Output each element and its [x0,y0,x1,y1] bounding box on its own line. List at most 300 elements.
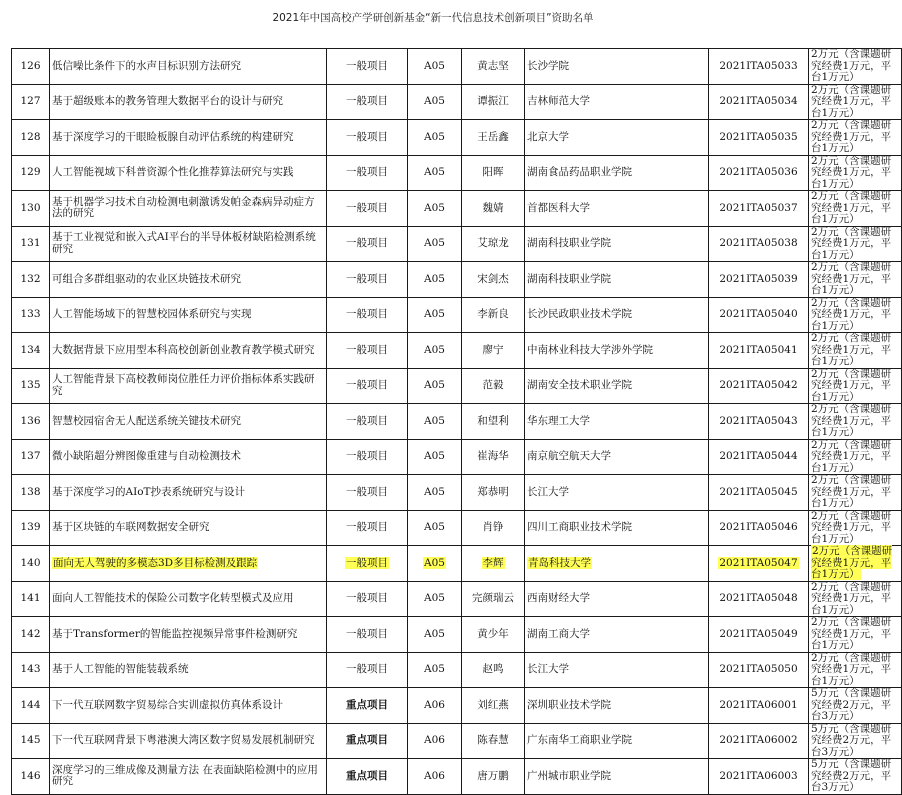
institution: 长江大学 [527,485,569,498]
project-number: 2021ITA05048 [719,592,798,604]
funding-amount-cell [809,262,902,298]
project-type-cell [327,617,408,653]
principal-investigator-cell [462,759,525,795]
row-index-cell [12,84,50,120]
institution: 青岛科技大学 [528,556,591,569]
project-title-cell [50,546,327,582]
funding-amount: 2万元（含课题研究经费1万元，平台1万元） [811,48,892,83]
project-type: 一般项目 [346,414,388,427]
funding-amount-cell [809,546,902,582]
project-title: 基于Transformer的智能监控视频异常事件检测研究 [52,627,298,640]
project-type: 一般项目 [346,592,388,604]
grant-list-table [11,48,902,795]
project-type: 一般项目 [346,556,388,569]
project-type-cell [327,581,408,617]
project-number: 2021ITA05041 [719,343,798,356]
project-type-cell [327,368,408,404]
row-index: 142 [20,627,41,640]
principal-investigator: 廖宁 [482,343,504,356]
project-type-cell [327,688,408,724]
project-number: 2021ITA05036 [719,166,798,178]
institution-cell [525,723,709,759]
project-number: 2021ITA05039 [719,272,798,285]
principal-investigator-cell [462,475,525,511]
institution: 华东理工大学 [527,414,590,427]
project-title-cell [50,404,327,440]
row-index-cell [12,581,50,617]
project-number-cell [709,155,809,191]
project-number-cell [709,475,809,511]
project-number: 2021ITA05035 [719,130,798,143]
row-index-cell [12,617,50,653]
institution-cell [525,581,709,617]
project-title-cell [50,759,327,795]
project-type: 一般项目 [346,166,388,178]
category-code: A06 [424,734,445,746]
principal-investigator-cell [462,652,525,688]
project-type-cell [327,120,408,156]
institution-cell [525,191,709,227]
institution-cell [525,510,709,546]
principal-investigator-cell [462,688,525,724]
category-code-cell [408,84,462,120]
category-code: A05 [424,450,445,462]
funding-amount: 2万元（含课题研究经费1万元，平台1万元） [811,474,892,509]
row-index-cell [12,120,50,156]
principal-investigator: 魏婧 [482,201,504,214]
project-number-cell [709,120,809,156]
row-index: 136 [20,414,41,427]
row-index-cell [12,226,50,262]
principal-investigator: 和望利 [477,414,509,427]
category-code: A05 [424,663,445,675]
project-title: 基于超级账本的教务管理大数据平台的设计与研究 [52,95,283,107]
table-row [12,652,902,688]
project-type-cell [327,333,408,369]
project-type: 一般项目 [346,521,388,533]
institution: 湖南安全技术职业学院 [527,379,632,391]
project-title-cell [50,191,327,227]
project-type: 一般项目 [346,130,388,143]
table-row [12,368,902,404]
row-index: 139 [20,521,41,533]
category-code-cell [408,439,462,475]
table-row [12,759,902,795]
category-code-cell [408,262,462,298]
project-title-cell [50,49,327,85]
project-number-cell [709,297,809,333]
project-title-cell [50,84,327,120]
project-number: 2021ITA05040 [719,308,798,320]
project-title-cell [50,155,327,191]
principal-investigator: 谭振江 [477,95,509,107]
project-type-cell [327,546,408,582]
project-title: 微小缺陷超分辨图像重建与自动检测技术 [52,450,241,462]
institution: 南京航空航天大学 [527,450,611,462]
row-index-cell [12,368,50,404]
institution: 首都医科大学 [527,201,590,214]
category-code-cell [408,297,462,333]
row-index: 128 [20,130,41,143]
principal-investigator: 黄志坚 [477,59,509,72]
category-code: A05 [424,308,445,320]
project-type: 重点项目 [346,769,388,782]
funding-amount: 2万元（含课题研究经费1万元，平台1万元） [811,580,892,616]
category-code: A05 [424,521,445,533]
project-type-cell [327,155,408,191]
project-title: 下一代互联网背景下粤港澳大湾区数字贸易发展机制研究 [52,734,315,746]
project-type-cell [327,262,408,298]
row-index: 138 [20,485,41,498]
category-code: A05 [424,592,445,604]
row-index: 144 [20,698,41,711]
funding-amount: 2万元（含课题研究经费1万元，平台1万元） [811,367,892,403]
funding-amount: 2万元（含课题研究经费1万元，平台1万元） [811,332,892,367]
principal-investigator: 完颜瑞云 [472,592,514,604]
funding-amount: 2万元（含课题研究经费1万元，平台1万元） [811,616,892,651]
category-code-cell [408,155,462,191]
principal-investigator-cell [462,723,525,759]
project-number: 2021ITA05037 [719,201,798,214]
row-index: 137 [20,450,41,462]
project-number: 2021ITA05042 [719,379,798,391]
project-number-cell [709,759,809,795]
institution-cell [525,262,709,298]
principal-investigator: 陈春慧 [477,734,509,746]
row-index-cell [12,333,50,369]
table-row [12,510,902,546]
funding-amount-cell [809,49,902,85]
project-number: 2021ITA05046 [719,521,798,533]
category-code: A05 [424,130,445,143]
category-code: A05 [424,343,445,356]
funding-amount: 2万元（含课题研究经费1万元，平台1万元） [811,225,892,261]
row-index: 131 [20,237,41,249]
row-index-cell [12,439,50,475]
category-code-cell [408,652,462,688]
principal-investigator-cell [462,439,525,475]
project-title-cell [50,262,327,298]
funding-amount: 2万元（含课题研究经费1万元，平台1万元） [811,261,892,296]
category-code: A05 [424,556,445,569]
funding-amount: 5万元（含课题研究经费2万元，平台3万元） [811,687,892,722]
category-code: A06 [424,769,445,782]
funding-amount: 2万元（含课题研究经费1万元，平台1万元） [811,545,893,580]
row-index: 130 [20,201,41,214]
project-type-cell [327,439,408,475]
principal-investigator-cell [462,226,525,262]
funding-amount: 5万元（含课题研究经费2万元，平台3万元） [811,758,892,793]
row-index-cell [12,759,50,795]
project-title: 基于人工智能的智能装载系统 [52,663,189,675]
row-index: 141 [20,592,41,604]
funding-amount-cell [809,120,902,156]
category-code: A05 [424,95,445,107]
table-row [12,120,902,156]
table-row [12,333,902,369]
project-number: 2021ITA05033 [719,59,798,72]
project-number: 2021ITA05050 [719,663,798,675]
funding-amount: 2万元（含课题研究经费1万元，平台1万元） [811,119,892,154]
project-title-cell [50,581,327,617]
principal-investigator: 阳晖 [482,166,504,178]
project-number-cell [709,333,809,369]
category-code: A06 [424,698,445,711]
project-title-cell [50,723,327,759]
category-code: A05 [424,485,445,498]
table-row [12,475,902,511]
institution: 湖南科技职业学院 [527,272,611,285]
row-index-cell [12,723,50,759]
row-index: 132 [20,272,41,285]
institution-cell [525,84,709,120]
table-row [12,581,902,617]
table-row [12,404,902,440]
project-title-cell [50,297,327,333]
table-row [12,723,902,759]
table-row [12,546,902,582]
project-title: 面向人工智能技术的保险公司数字化转型模式及应用 [52,592,294,604]
table-row [12,297,902,333]
principal-investigator-cell [462,368,525,404]
institution: 广州城市职业学院 [527,769,611,782]
row-index: 145 [20,734,41,746]
project-title-cell [50,226,327,262]
funding-amount: 2万元（含课题研究经费1万元，平台1万元） [811,403,892,438]
institution: 长沙民政职业技术学院 [527,308,632,320]
funding-amount: 5万元（含课题研究经费2万元，平台3万元） [811,722,892,758]
project-type-cell [327,652,408,688]
category-code-cell [408,404,462,440]
project-number: 2021ITA05034 [719,95,798,107]
institution: 长江大学 [527,663,569,675]
principal-investigator: 黄少年 [477,627,509,640]
project-number-cell [709,226,809,262]
funding-amount-cell [809,155,902,191]
principal-investigator-cell [462,404,525,440]
project-type: 重点项目 [346,734,388,746]
institution-cell [525,617,709,653]
institution-cell [525,439,709,475]
funding-amount: 2万元（含课题研究经费1万元，平台1万元） [811,651,892,687]
category-code: A05 [424,627,445,640]
principal-investigator-cell [462,84,525,120]
project-type: 一般项目 [346,343,388,356]
principal-investigator-cell [462,262,525,298]
row-index: 126 [20,59,41,72]
institution: 四川工商职业技术学院 [527,521,632,533]
principal-investigator: 唐万鹏 [477,769,509,782]
row-index-cell [12,475,50,511]
principal-investigator-cell [462,49,525,85]
institution-cell [525,652,709,688]
project-number-cell [709,510,809,546]
funding-amount-cell [809,439,902,475]
funding-amount: 2万元（含课题研究经费1万元，平台1万元） [811,438,892,474]
project-title: 基于区块链的车联网数据安全研究 [52,521,210,533]
project-type-cell [327,226,408,262]
category-code-cell [408,226,462,262]
project-type-cell [327,510,408,546]
row-index: 140 [20,556,41,569]
row-index: 129 [20,166,41,178]
row-index: 133 [20,308,41,320]
principal-investigator-cell [462,333,525,369]
project-title: 人工智能场域下的智慧校园体系研究与实现 [52,308,252,320]
project-title: 基于深度学习的干眼睑板腺自动评估系统的构建研究 [52,130,294,143]
project-number: 2021ITA05045 [719,485,798,498]
funding-amount-cell [809,581,902,617]
project-type-cell [327,404,408,440]
category-code: A05 [424,272,445,285]
category-code-cell [408,581,462,617]
project-type: 一般项目 [346,379,388,391]
project-type: 一般项目 [346,201,388,214]
category-code-cell [408,723,462,759]
project-number: 2021ITA05043 [719,414,798,427]
project-title: 可组合多群组驱动的农业区块链技术研究 [52,272,241,285]
table-row [12,688,902,724]
principal-investigator: 赵鸣 [482,663,504,675]
institution-cell [525,368,709,404]
project-type: 一般项目 [346,450,388,462]
project-title-cell [50,652,327,688]
funding-amount-cell [809,759,902,795]
project-number-cell [709,191,809,227]
principal-investigator-cell [462,155,525,191]
project-title: 人工智能视域下科普资源个性化推荐算法研究与实践 [52,166,294,178]
funding-amount-cell [809,652,902,688]
category-code: A05 [424,379,445,391]
project-title-cell [50,439,327,475]
table-row [12,262,902,298]
project-number: 2021ITA05044 [719,450,798,462]
project-number-cell [709,404,809,440]
grant-rows [12,49,902,795]
category-code-cell [408,368,462,404]
category-code-cell [408,617,462,653]
project-number-cell [709,546,809,582]
institution-cell [525,120,709,156]
project-type: 一般项目 [346,663,388,675]
row-index-cell [12,652,50,688]
funding-amount-cell [809,688,902,724]
institution: 吉林师范大学 [527,95,590,107]
category-code: A05 [424,237,445,249]
row-index-cell [12,510,50,546]
principal-investigator-cell [462,510,525,546]
funding-amount-cell [809,297,902,333]
project-number: 2021ITA06002 [719,734,798,746]
principal-investigator: 艾琼龙 [477,237,509,249]
category-code-cell [408,475,462,511]
document-title: 2021年中国高校产学研创新基金“新一代信息技术创新项目”资助名单 [272,12,594,24]
project-title: 基于深度学习的AIoT抄表系统研究与设计 [52,485,246,498]
institution: 深圳职业技术学院 [527,698,611,711]
funding-amount-cell [809,368,902,404]
project-title-cell [50,688,327,724]
project-title: 下一代互联网数字贸易综合实训虚拟仿真体系设计 [52,698,283,711]
funding-amount: 2万元（含课题研究经费1万元，平台1万元） [811,509,892,545]
principal-investigator: 王岳鑫 [477,130,509,143]
principal-investigator-cell [462,297,525,333]
project-title-cell [50,475,327,511]
project-number: 2021ITA05047 [719,556,798,569]
project-type: 一般项目 [346,308,388,320]
project-type-cell [327,49,408,85]
project-title: 基于工业视觉和嵌入式AI平台的半导体板材缺陷检测系统研究 [52,231,316,255]
institution: 湖南科技职业学院 [527,237,611,249]
row-index: 134 [20,343,41,356]
institution-cell [525,546,709,582]
project-title: 大数据背景下应用型本科高校创新创业教育教学模式研究 [52,343,315,356]
project-type-cell [327,84,408,120]
category-code-cell [408,759,462,795]
project-title-cell [50,617,327,653]
principal-investigator: 崔海华 [477,450,509,462]
funding-amount: 2万元（含课题研究经费1万元，平台1万元） [811,83,892,119]
principal-investigator-cell [462,191,525,227]
institution-cell [525,759,709,795]
project-title-cell [50,120,327,156]
principal-investigator-cell [462,617,525,653]
row-index: 135 [20,379,41,391]
category-code-cell [408,49,462,85]
category-code-cell [408,688,462,724]
principal-investigator: 范毅 [482,379,504,391]
row-index-cell [12,262,50,298]
project-number-cell [709,652,809,688]
funding-amount-cell [809,226,902,262]
institution-cell [525,333,709,369]
project-type-cell [327,475,408,511]
project-number-cell [709,581,809,617]
funding-amount-cell [809,333,902,369]
category-code-cell [408,120,462,156]
table-row [12,439,902,475]
project-title: 人工智能背景下高校教师岗位胜任力评价指标体系实践研究 [52,373,315,397]
institution: 湖南食品药品职业学院 [527,166,632,178]
funding-amount: 2万元（含课题研究经费1万元，平台1万元） [811,190,892,225]
project-number-cell [709,723,809,759]
project-type: 一般项目 [346,627,388,640]
institution-cell [525,297,709,333]
project-number: 2021ITA05038 [719,237,798,249]
funding-amount-cell [809,617,902,653]
table-row [12,84,902,120]
institution: 广东南华工商职业学院 [527,734,632,746]
table-row [12,226,902,262]
row-index-cell [12,688,50,724]
project-number-cell [709,368,809,404]
project-title: 智慧校园宿舍无人配送系统关键技术研究 [52,414,241,427]
project-type: 一般项目 [346,272,388,285]
principal-investigator: 肖铮 [482,521,504,533]
principal-investigator-cell [462,120,525,156]
row-index-cell [12,191,50,227]
institution: 长沙学院 [527,59,569,72]
category-code: A05 [424,166,445,178]
project-number: 2021ITA06003 [719,769,798,782]
table-row [12,191,902,227]
funding-amount-cell [809,723,902,759]
funding-amount-cell [809,475,902,511]
institution-cell [525,155,709,191]
funding-amount-cell [809,510,902,546]
project-title: 面向无人驾驶的多模态3D多目标检测及跟踪 [53,556,258,569]
project-title-cell [50,368,327,404]
project-type-cell [327,297,408,333]
